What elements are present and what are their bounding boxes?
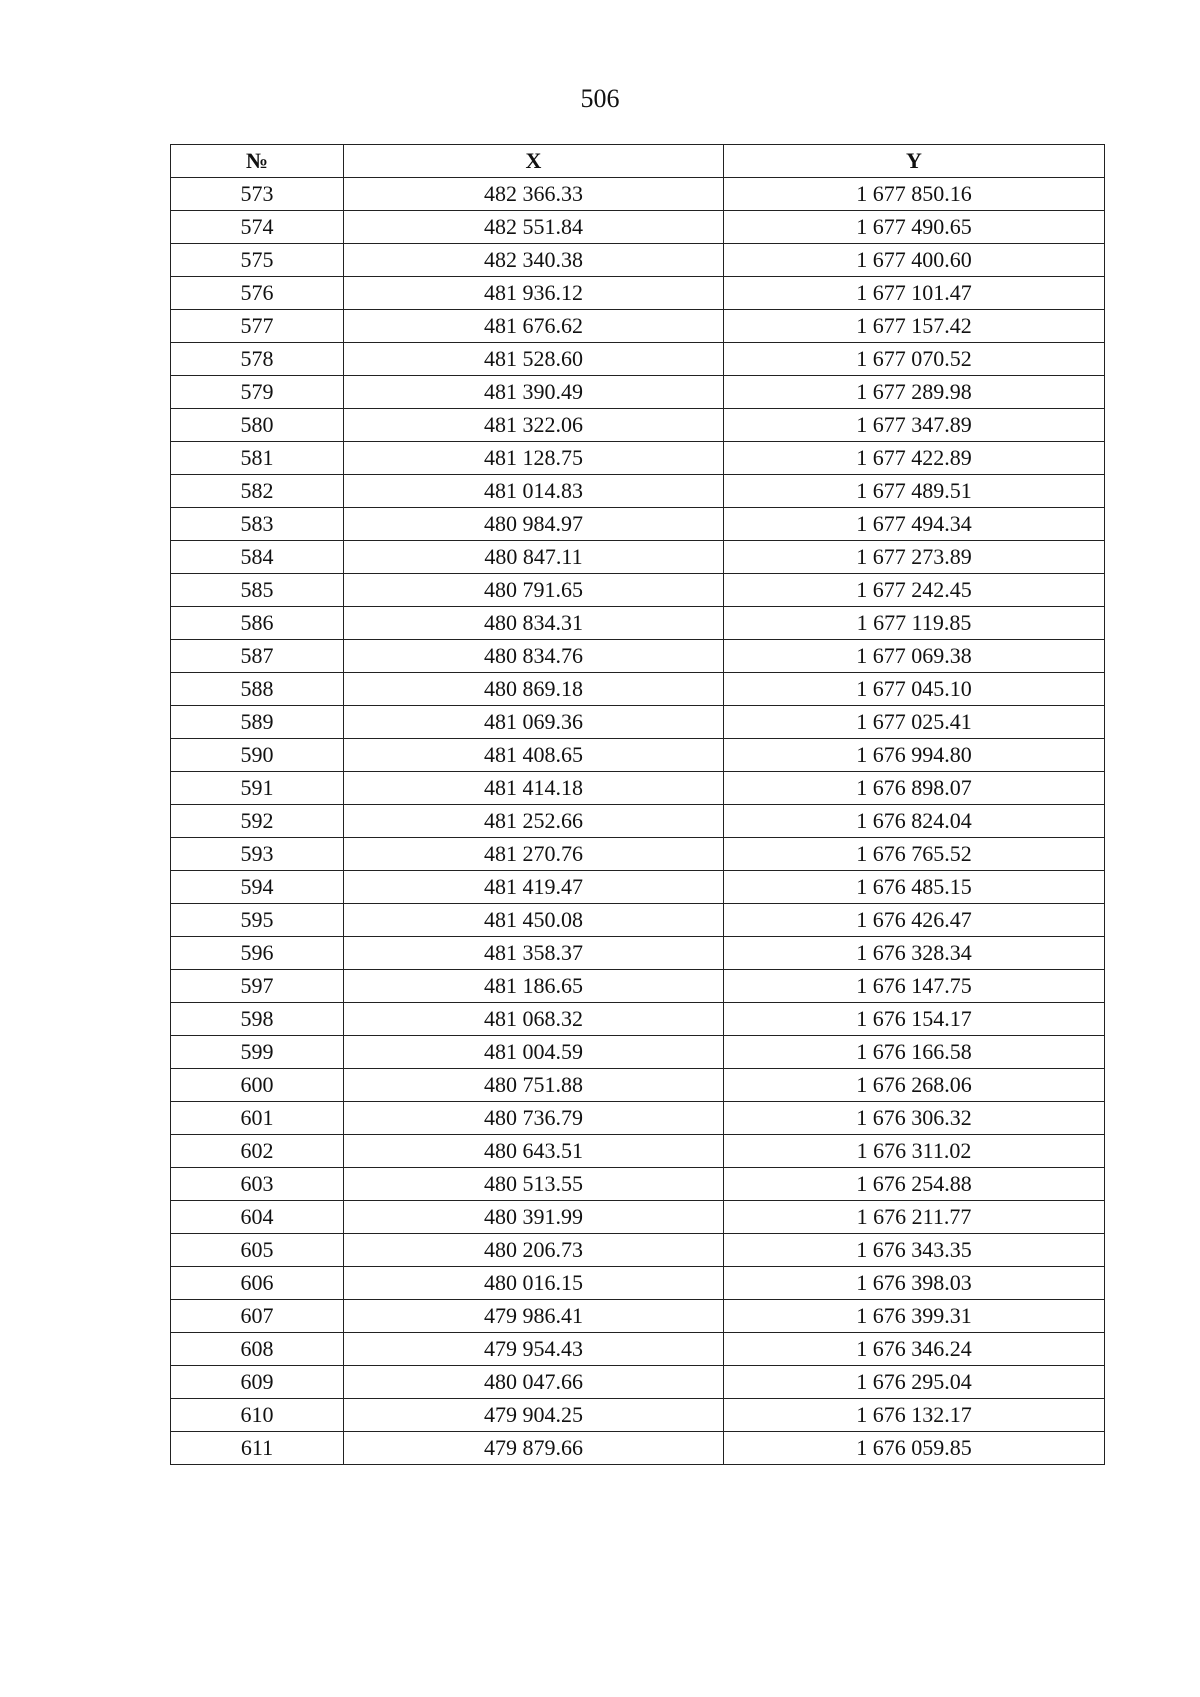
table-row bbox=[171, 1036, 1105, 1069]
table-row bbox=[171, 1300, 1105, 1333]
cell-number: 574 bbox=[171, 211, 344, 244]
table-row bbox=[171, 442, 1105, 475]
cell-x: 482 366.33 bbox=[344, 178, 724, 211]
header-x: X bbox=[344, 145, 724, 178]
table-row bbox=[171, 1168, 1105, 1201]
cell-x: 481 252.66 bbox=[344, 805, 724, 838]
cell-y: 1 677 069.38 bbox=[724, 640, 1105, 673]
cell-x: 481 004.59 bbox=[344, 1036, 724, 1069]
cell-number: 600 bbox=[171, 1069, 344, 1102]
cell-y: 1 676 254.88 bbox=[724, 1168, 1105, 1201]
cell-y: 1 676 311.02 bbox=[724, 1135, 1105, 1168]
cell-number: 581 bbox=[171, 442, 344, 475]
cell-number: 596 bbox=[171, 937, 344, 970]
cell-number: 604 bbox=[171, 1201, 344, 1234]
cell-x: 481 014.83 bbox=[344, 475, 724, 508]
cell-y: 1 676 343.35 bbox=[724, 1234, 1105, 1267]
table-row bbox=[171, 1366, 1105, 1399]
cell-number: 582 bbox=[171, 475, 344, 508]
table-row bbox=[171, 1102, 1105, 1135]
cell-y: 1 677 045.10 bbox=[724, 673, 1105, 706]
cell-x: 480 984.97 bbox=[344, 508, 724, 541]
cell-y: 1 677 494.34 bbox=[724, 508, 1105, 541]
table-row bbox=[171, 937, 1105, 970]
table-row bbox=[171, 310, 1105, 343]
table-row bbox=[171, 706, 1105, 739]
cell-x: 482 551.84 bbox=[344, 211, 724, 244]
cell-y: 1 676 306.32 bbox=[724, 1102, 1105, 1135]
table-row bbox=[171, 970, 1105, 1003]
page-number: 506 bbox=[580, 84, 620, 113]
table-row bbox=[171, 376, 1105, 409]
table-header bbox=[171, 145, 1105, 178]
table-row bbox=[171, 1399, 1105, 1432]
cell-y: 1 677 119.85 bbox=[724, 607, 1105, 640]
cell-y: 1 676 824.04 bbox=[724, 805, 1105, 838]
cell-x: 481 186.65 bbox=[344, 970, 724, 1003]
cell-number: 585 bbox=[171, 574, 344, 607]
cell-y: 1 676 765.52 bbox=[724, 838, 1105, 871]
cell-y: 1 677 025.41 bbox=[724, 706, 1105, 739]
cell-number: 610 bbox=[171, 1399, 344, 1432]
cell-number: 595 bbox=[171, 904, 344, 937]
cell-number: 587 bbox=[171, 640, 344, 673]
table-row bbox=[171, 409, 1105, 442]
cell-number: 578 bbox=[171, 343, 344, 376]
cell-y: 1 677 242.45 bbox=[724, 574, 1105, 607]
cell-number: 583 bbox=[171, 508, 344, 541]
cell-x: 480 206.73 bbox=[344, 1234, 724, 1267]
cell-x: 479 904.25 bbox=[344, 1399, 724, 1432]
cell-y: 1 676 132.17 bbox=[724, 1399, 1105, 1432]
cell-y: 1 677 490.65 bbox=[724, 211, 1105, 244]
cell-x: 481 270.76 bbox=[344, 838, 724, 871]
cell-x: 480 736.79 bbox=[344, 1102, 724, 1135]
table-row bbox=[171, 475, 1105, 508]
cell-y: 1 676 898.07 bbox=[724, 772, 1105, 805]
header-row bbox=[171, 145, 1105, 178]
cell-number: 592 bbox=[171, 805, 344, 838]
cell-x: 480 847.11 bbox=[344, 541, 724, 574]
cell-y: 1 677 070.52 bbox=[724, 343, 1105, 376]
cell-number: 611 bbox=[171, 1432, 344, 1465]
cell-x: 479 986.41 bbox=[344, 1300, 724, 1333]
cell-y: 1 676 346.24 bbox=[724, 1333, 1105, 1366]
cell-x: 481 322.06 bbox=[344, 409, 724, 442]
table-row bbox=[171, 211, 1105, 244]
cell-y: 1 677 489.51 bbox=[724, 475, 1105, 508]
table-row bbox=[171, 1003, 1105, 1036]
table-row bbox=[171, 805, 1105, 838]
table-row bbox=[171, 574, 1105, 607]
table-row bbox=[171, 178, 1105, 211]
table-row bbox=[171, 1201, 1105, 1234]
cell-number: 579 bbox=[171, 376, 344, 409]
cell-number: 588 bbox=[171, 673, 344, 706]
cell-y: 1 676 328.34 bbox=[724, 937, 1105, 970]
table-row bbox=[171, 1234, 1105, 1267]
cell-y: 1 676 211.77 bbox=[724, 1201, 1105, 1234]
table-row bbox=[171, 1069, 1105, 1102]
cell-y: 1 676 994.80 bbox=[724, 739, 1105, 772]
table-row bbox=[171, 838, 1105, 871]
cell-x: 480 791.65 bbox=[344, 574, 724, 607]
cell-number: 580 bbox=[171, 409, 344, 442]
cell-y: 1 677 157.42 bbox=[724, 310, 1105, 343]
cell-x: 481 068.32 bbox=[344, 1003, 724, 1036]
cell-x: 481 069.36 bbox=[344, 706, 724, 739]
cell-x: 481 450.08 bbox=[344, 904, 724, 937]
table-row bbox=[171, 1135, 1105, 1168]
table-body bbox=[171, 178, 1105, 1465]
cell-x: 481 390.49 bbox=[344, 376, 724, 409]
cell-number: 599 bbox=[171, 1036, 344, 1069]
table-row bbox=[171, 904, 1105, 937]
cell-y: 1 676 166.58 bbox=[724, 1036, 1105, 1069]
cell-y: 1 677 101.47 bbox=[724, 277, 1105, 310]
cell-y: 1 676 268.06 bbox=[724, 1069, 1105, 1102]
table-row bbox=[171, 607, 1105, 640]
cell-number: 590 bbox=[171, 739, 344, 772]
cell-x: 479 879.66 bbox=[344, 1432, 724, 1465]
cell-number: 589 bbox=[171, 706, 344, 739]
cell-y: 1 676 398.03 bbox=[724, 1267, 1105, 1300]
cell-x: 479 954.43 bbox=[344, 1333, 724, 1366]
cell-x: 481 408.65 bbox=[344, 739, 724, 772]
table-row bbox=[171, 739, 1105, 772]
cell-x: 481 528.60 bbox=[344, 343, 724, 376]
table-row bbox=[171, 772, 1105, 805]
table-row bbox=[171, 673, 1105, 706]
cell-number: 606 bbox=[171, 1267, 344, 1300]
cell-y: 1 677 273.89 bbox=[724, 541, 1105, 574]
cell-number: 597 bbox=[171, 970, 344, 1003]
cell-y: 1 676 154.17 bbox=[724, 1003, 1105, 1036]
table-row bbox=[171, 508, 1105, 541]
table-row bbox=[171, 1333, 1105, 1366]
cell-number: 607 bbox=[171, 1300, 344, 1333]
cell-number: 608 bbox=[171, 1333, 344, 1366]
cell-x: 480 513.55 bbox=[344, 1168, 724, 1201]
cell-y: 1 676 147.75 bbox=[724, 970, 1105, 1003]
cell-x: 482 340.38 bbox=[344, 244, 724, 277]
table-row bbox=[171, 541, 1105, 574]
cell-y: 1 676 485.15 bbox=[724, 871, 1105, 904]
cell-y: 1 676 399.31 bbox=[724, 1300, 1105, 1333]
cell-x: 480 643.51 bbox=[344, 1135, 724, 1168]
cell-y: 1 676 426.47 bbox=[724, 904, 1105, 937]
table-row bbox=[171, 1267, 1105, 1300]
cell-x: 480 391.99 bbox=[344, 1201, 724, 1234]
cell-y: 1 677 400.60 bbox=[724, 244, 1105, 277]
cell-y: 1 677 850.16 bbox=[724, 178, 1105, 211]
cell-number: 577 bbox=[171, 310, 344, 343]
cell-y: 1 677 347.89 bbox=[724, 409, 1105, 442]
cell-x: 480 834.31 bbox=[344, 607, 724, 640]
cell-x: 480 016.15 bbox=[344, 1267, 724, 1300]
cell-number: 573 bbox=[171, 178, 344, 211]
table-row bbox=[171, 1432, 1105, 1465]
cell-number: 593 bbox=[171, 838, 344, 871]
cell-x: 481 128.75 bbox=[344, 442, 724, 475]
cell-x: 480 047.66 bbox=[344, 1366, 724, 1399]
table-row bbox=[171, 871, 1105, 904]
cell-x: 480 834.76 bbox=[344, 640, 724, 673]
cell-number: 591 bbox=[171, 772, 344, 805]
cell-number: 603 bbox=[171, 1168, 344, 1201]
table-row bbox=[171, 640, 1105, 673]
cell-x: 481 676.62 bbox=[344, 310, 724, 343]
header-y: Y bbox=[724, 145, 1105, 178]
table-row bbox=[171, 343, 1105, 376]
coordinates-table bbox=[170, 144, 1105, 1465]
cell-number: 594 bbox=[171, 871, 344, 904]
cell-y: 1 676 295.04 bbox=[724, 1366, 1105, 1399]
header-number: № bbox=[171, 145, 344, 178]
cell-y: 1 677 289.98 bbox=[724, 376, 1105, 409]
cell-x: 481 419.47 bbox=[344, 871, 724, 904]
cell-number: 586 bbox=[171, 607, 344, 640]
cell-y: 1 677 422.89 bbox=[724, 442, 1105, 475]
table-row bbox=[171, 277, 1105, 310]
cell-number: 609 bbox=[171, 1366, 344, 1399]
table-row bbox=[171, 244, 1105, 277]
cell-number: 598 bbox=[171, 1003, 344, 1036]
cell-number: 576 bbox=[171, 277, 344, 310]
cell-number: 602 bbox=[171, 1135, 344, 1168]
cell-y: 1 676 059.85 bbox=[724, 1432, 1105, 1465]
cell-x: 481 414.18 bbox=[344, 772, 724, 805]
cell-x: 480 751.88 bbox=[344, 1069, 724, 1102]
cell-x: 481 936.12 bbox=[344, 277, 724, 310]
cell-x: 481 358.37 bbox=[344, 937, 724, 970]
cell-number: 575 bbox=[171, 244, 344, 277]
cell-number: 584 bbox=[171, 541, 344, 574]
cell-number: 601 bbox=[171, 1102, 344, 1135]
cell-number: 605 bbox=[171, 1234, 344, 1267]
cell-x: 480 869.18 bbox=[344, 673, 724, 706]
